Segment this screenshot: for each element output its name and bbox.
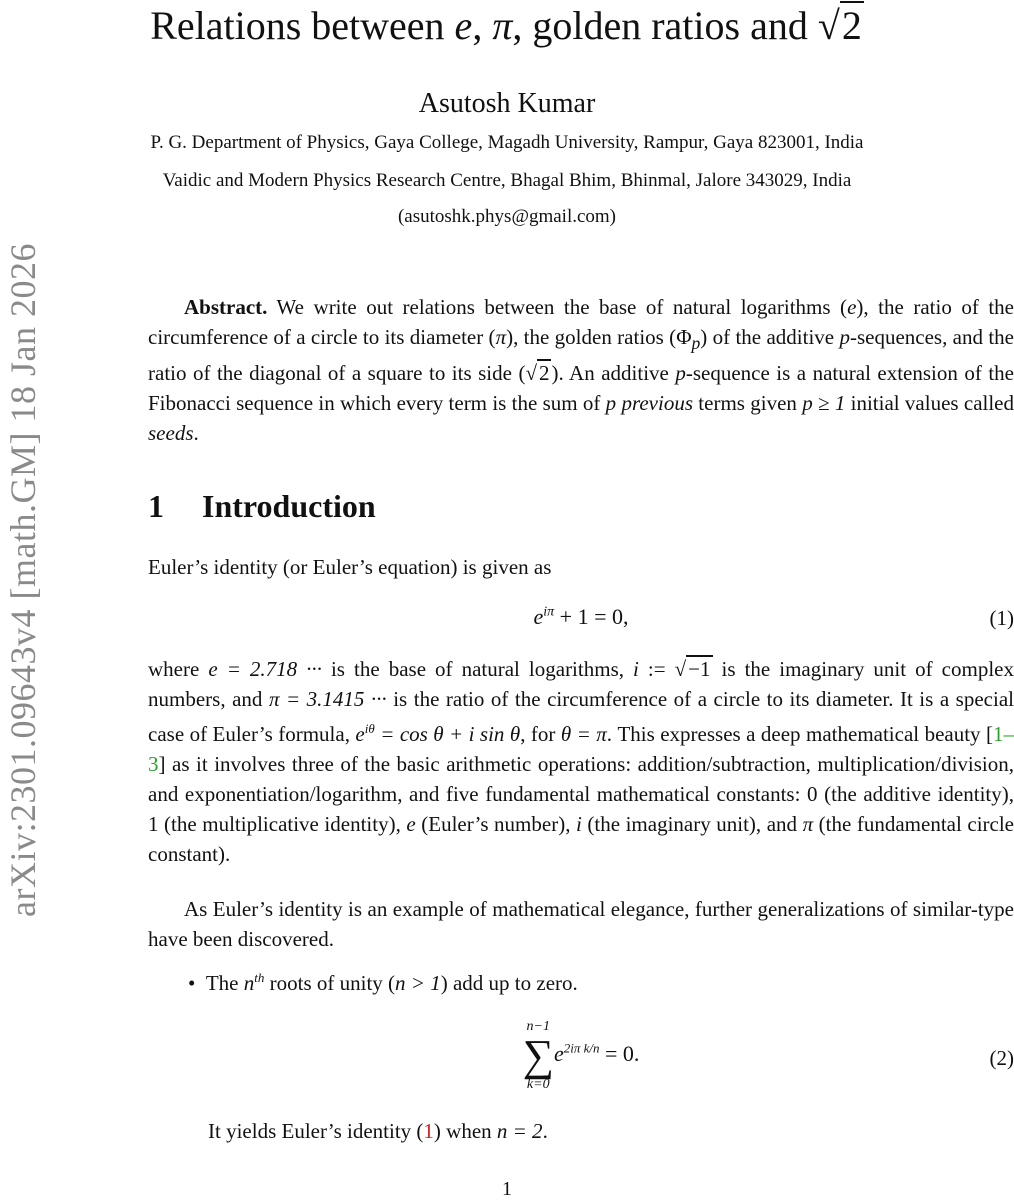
- arxiv-sidebar: [3, 180, 43, 980]
- author-name: Asutosh Kumar: [0, 88, 1014, 120]
- section-heading: 1 Introduction: [148, 488, 376, 525]
- author-email: (asutoshk.phys@gmail.com): [0, 206, 1014, 228]
- intro-paragraph-1: Euler’s identity (or Euler’s equation) is given as: [148, 552, 1014, 582]
- citation-link[interactable]: 1: [993, 722, 1004, 746]
- bullet-item: • The $n^{th}$ roots of unity (n > 1) add up to zero.: [188, 970, 578, 996]
- page-number: 1: [0, 1178, 1014, 1201]
- abstract: Abstract. We write out relations between the base of natural logarithms (e), the ratio of the circumference of a circle to its diameter (π), the golden ratios $(\Phi_p)$ of the additive p-sequences, and the ratio of the diagonal of a square to its side (√2). An additive p-sequence is a natural extension of the Fibonacci sequence in which every term is the sum of p previous terms given p ≥ 1 initial values called seeds.: [148, 292, 1014, 448]
- intro-paragraph-3: As Euler’s identity is an example of mathematical elegance, further generalizations of similar-type have been discovered.: [148, 894, 1014, 954]
- bullet-dot: •: [188, 971, 206, 995]
- citation-link[interactable]: 3: [148, 752, 159, 776]
- abstract-label: Abstract.: [184, 295, 267, 319]
- arxiv-id: arXiv:2301.09643v4 [math.GM] 18 Jan 2026: [2, 243, 44, 917]
- equation-2-number: (2): [990, 1046, 1014, 1071]
- yield-sentence: It yields Euler’s identity (1) when n = 2.: [208, 1116, 1014, 1146]
- equation-1-number: (1): [990, 606, 1014, 631]
- equation-1: $e^{i\pi} + 1 = 0$, (1): [148, 604, 1014, 630]
- sqrt-symbol: √2: [818, 1, 864, 48]
- intro-paragraph-2: where e = 2.718 ··· is the base of natural logarithms, i := √−1 is the imaginary unit of complex numbers, and π = 3.1415 ··· is the ratio of the circumference of a circle to its diameter. It is a special case of Euler’s formula, $e^{i\theta} = \cos \theta + i$ sin θ, for θ = π. This expresses a deep mathematical beauty [1–3] as it involves three of the basic arithmetic operations: addition/subtraction, multiplication/division, and exponentiation/logarithm, and five fundamental mathematical constants: 0 (the additive identity), 1 (the multiplicative identity), e (Euler’s number), i (the imaginary unit), and π (the fundamental circle constant).: [148, 654, 1014, 869]
- paper-title: Relations between e, π, golden ratios and √2: [0, 2, 1014, 49]
- equation-2: n−1 ∑ k=0 $e^{2i\pi k/n} = 0$. (2): [148, 1020, 1014, 1092]
- affiliation-1: P. G. Department of Physics, Gaya College, Magadh University, Rampur, Gaya 823001, India: [0, 132, 1014, 154]
- equation-ref-link[interactable]: 1: [423, 1119, 434, 1143]
- summation: n−1 ∑ k=0: [523, 1020, 554, 1092]
- affiliation-2: Vaidic and Modern Physics Research Centre, Bhagal Bhim, Bhinmal, Jalore 343029, India: [0, 170, 1014, 192]
